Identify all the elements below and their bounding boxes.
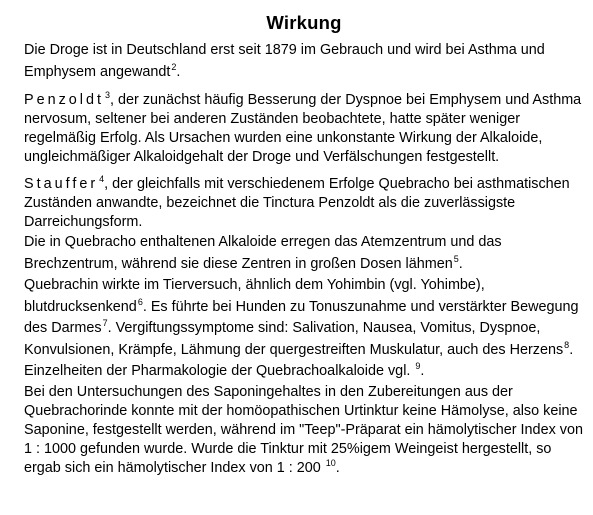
- paragraph-text: Quebrachin wirkte im Tierversuch, ähnlich dem Yohimbin (vgl. Yohimbe), blutdrucksenkend: [24, 277, 485, 315]
- author-name: Penzoldt: [24, 92, 105, 108]
- paragraph-text: , der zunächst häufig Besserung der Dyspnoe bei Emphysem und Asthma nervosum, seltener bei anderen Zuständen beobachtete, hatte später weniger regelmäßig Erfolg. Als Ursachen wurden eine unkonstante Wirkung der Alkaloide, ungleichmäßiger Alkaloidgehalt der Droge und Verfälschungen festgestellt.: [24, 92, 582, 165]
- paragraph-quebrachin: Quebrachin wirkte im Tierversuch, ähnlich dem Yohimbin (vgl. Yohimbe), blutdrucksenkend$^6$. Es führte bei Hunden zu Tonuszunahme und verstärkter Bewegung des Darmes$^7$. Vergiftungssymptome sind: Salivation, Nausea, Vomitus, Dyspnoe, Konvulsionen, Krämpfe, Lähmung der quergestreiften Muskulatur, auch des Herzens$^8$.: [24, 277, 579, 358]
- footnote-ref: 9: [415, 361, 421, 371]
- footnote-ref: 8: [564, 339, 570, 350]
- paragraph-alkaloids: Die in Quebracho enthaltenen Alkaloide erregen das Atemzentrum und das Brechzentrum, während sie diese Zentren in großen Dosen lähmen$^5$.: [24, 234, 502, 272]
- section-title: Wirkung: [266, 12, 342, 33]
- paragraph-text: Einzelheiten der Pharmakologie der Quebrachoalkaloide vgl.: [24, 363, 415, 379]
- paragraph-saponin: Bei den Untersuchungen des Saponingehaltes in den Zubereitungen aus der Quebrachorinde konnte mit der homöopathischen Urtinktur keine Hämolyse, also keine Saponine, festgestellt werden, während im "Teep"-Präparat ein hämolytischer Index von 1 : 1000 gefunden wurde. Wurde die Tinktur mit 25%igem Weingeist hergestellt, so ergab sich ein hämolytischer Index von 1 : 200 $^{10}$.: [24, 383, 583, 476]
- footnote-ref: 6: [137, 296, 143, 307]
- footnote-ref: 4: [99, 174, 105, 184]
- paragraph-text: Die Droge ist in Deutschland erst seit 1879 im Gebrauch und wird bei Asthma und Emphysem angewandt: [24, 42, 545, 80]
- document-page: [24, 12, 584, 478]
- paragraph-stauffer: [24, 175, 584, 232]
- footnote-ref: 5: [453, 253, 459, 264]
- footnote-ref: 7: [102, 318, 108, 328]
- paragraph-history: Die Droge ist in Deutschland erst seit 1879 im Gebrauch und wird bei Asthma und Emphysem angewandt$^2$.: [24, 42, 545, 80]
- footnote-ref: 2: [171, 61, 177, 72]
- paragraph-text: . Vergiftungssymptome sind: Salivation, Nausea, Vomitus, Dyspnoe, Konvulsionen, Krämpfe, Lähmung der quergestreiften Muskulatur, auch des Herzens: [24, 320, 564, 358]
- footnote-ref: 10: [325, 457, 336, 468]
- footnote-ref: 3: [105, 90, 111, 100]
- paragraph-text: Bei den Untersuchungen des Saponingehaltes in den Zubereitungen aus der Quebrachorinde konnte mit der homöopathischen Urtinktur keine Hämolyse, also keine Saponine, festgestellt werden, während im "Teep"-Präparat ein hämolytischer Index von 1 : 1000 gefunden wurde. Wurde die Tinktur mit 25%igem Weingeist hergestellt, so ergab sich ein hämolytischer Index von 1 : 200: [24, 383, 583, 476]
- author-name: Stauffer: [24, 176, 99, 192]
- paragraph-text: Die in Quebracho enthaltenen Alkaloide erregen das Atemzentrum und das Brechzentrum, während sie diese Zentren in großen Dosen lähmen: [24, 234, 502, 272]
- paragraph-penzoldt: [24, 91, 584, 167]
- paragraph-pharmacology: Einzelheiten der Pharmakologie der Quebrachoalkaloide vgl. $^9$.: [24, 361, 425, 379]
- paragraph-text: , der gleichfalls mit verschiedenem Erfolge Quebracho bei asthmatischen Zuständen anwandte, bezeichnet die Tinctura Penzoldt als die zuverlässigste Darreichungsform.: [24, 176, 570, 230]
- paragraph-text: . Es führte bei Hunden zu Tonuszunahme und verstärkter Bewegung des Darmes: [24, 298, 579, 336]
